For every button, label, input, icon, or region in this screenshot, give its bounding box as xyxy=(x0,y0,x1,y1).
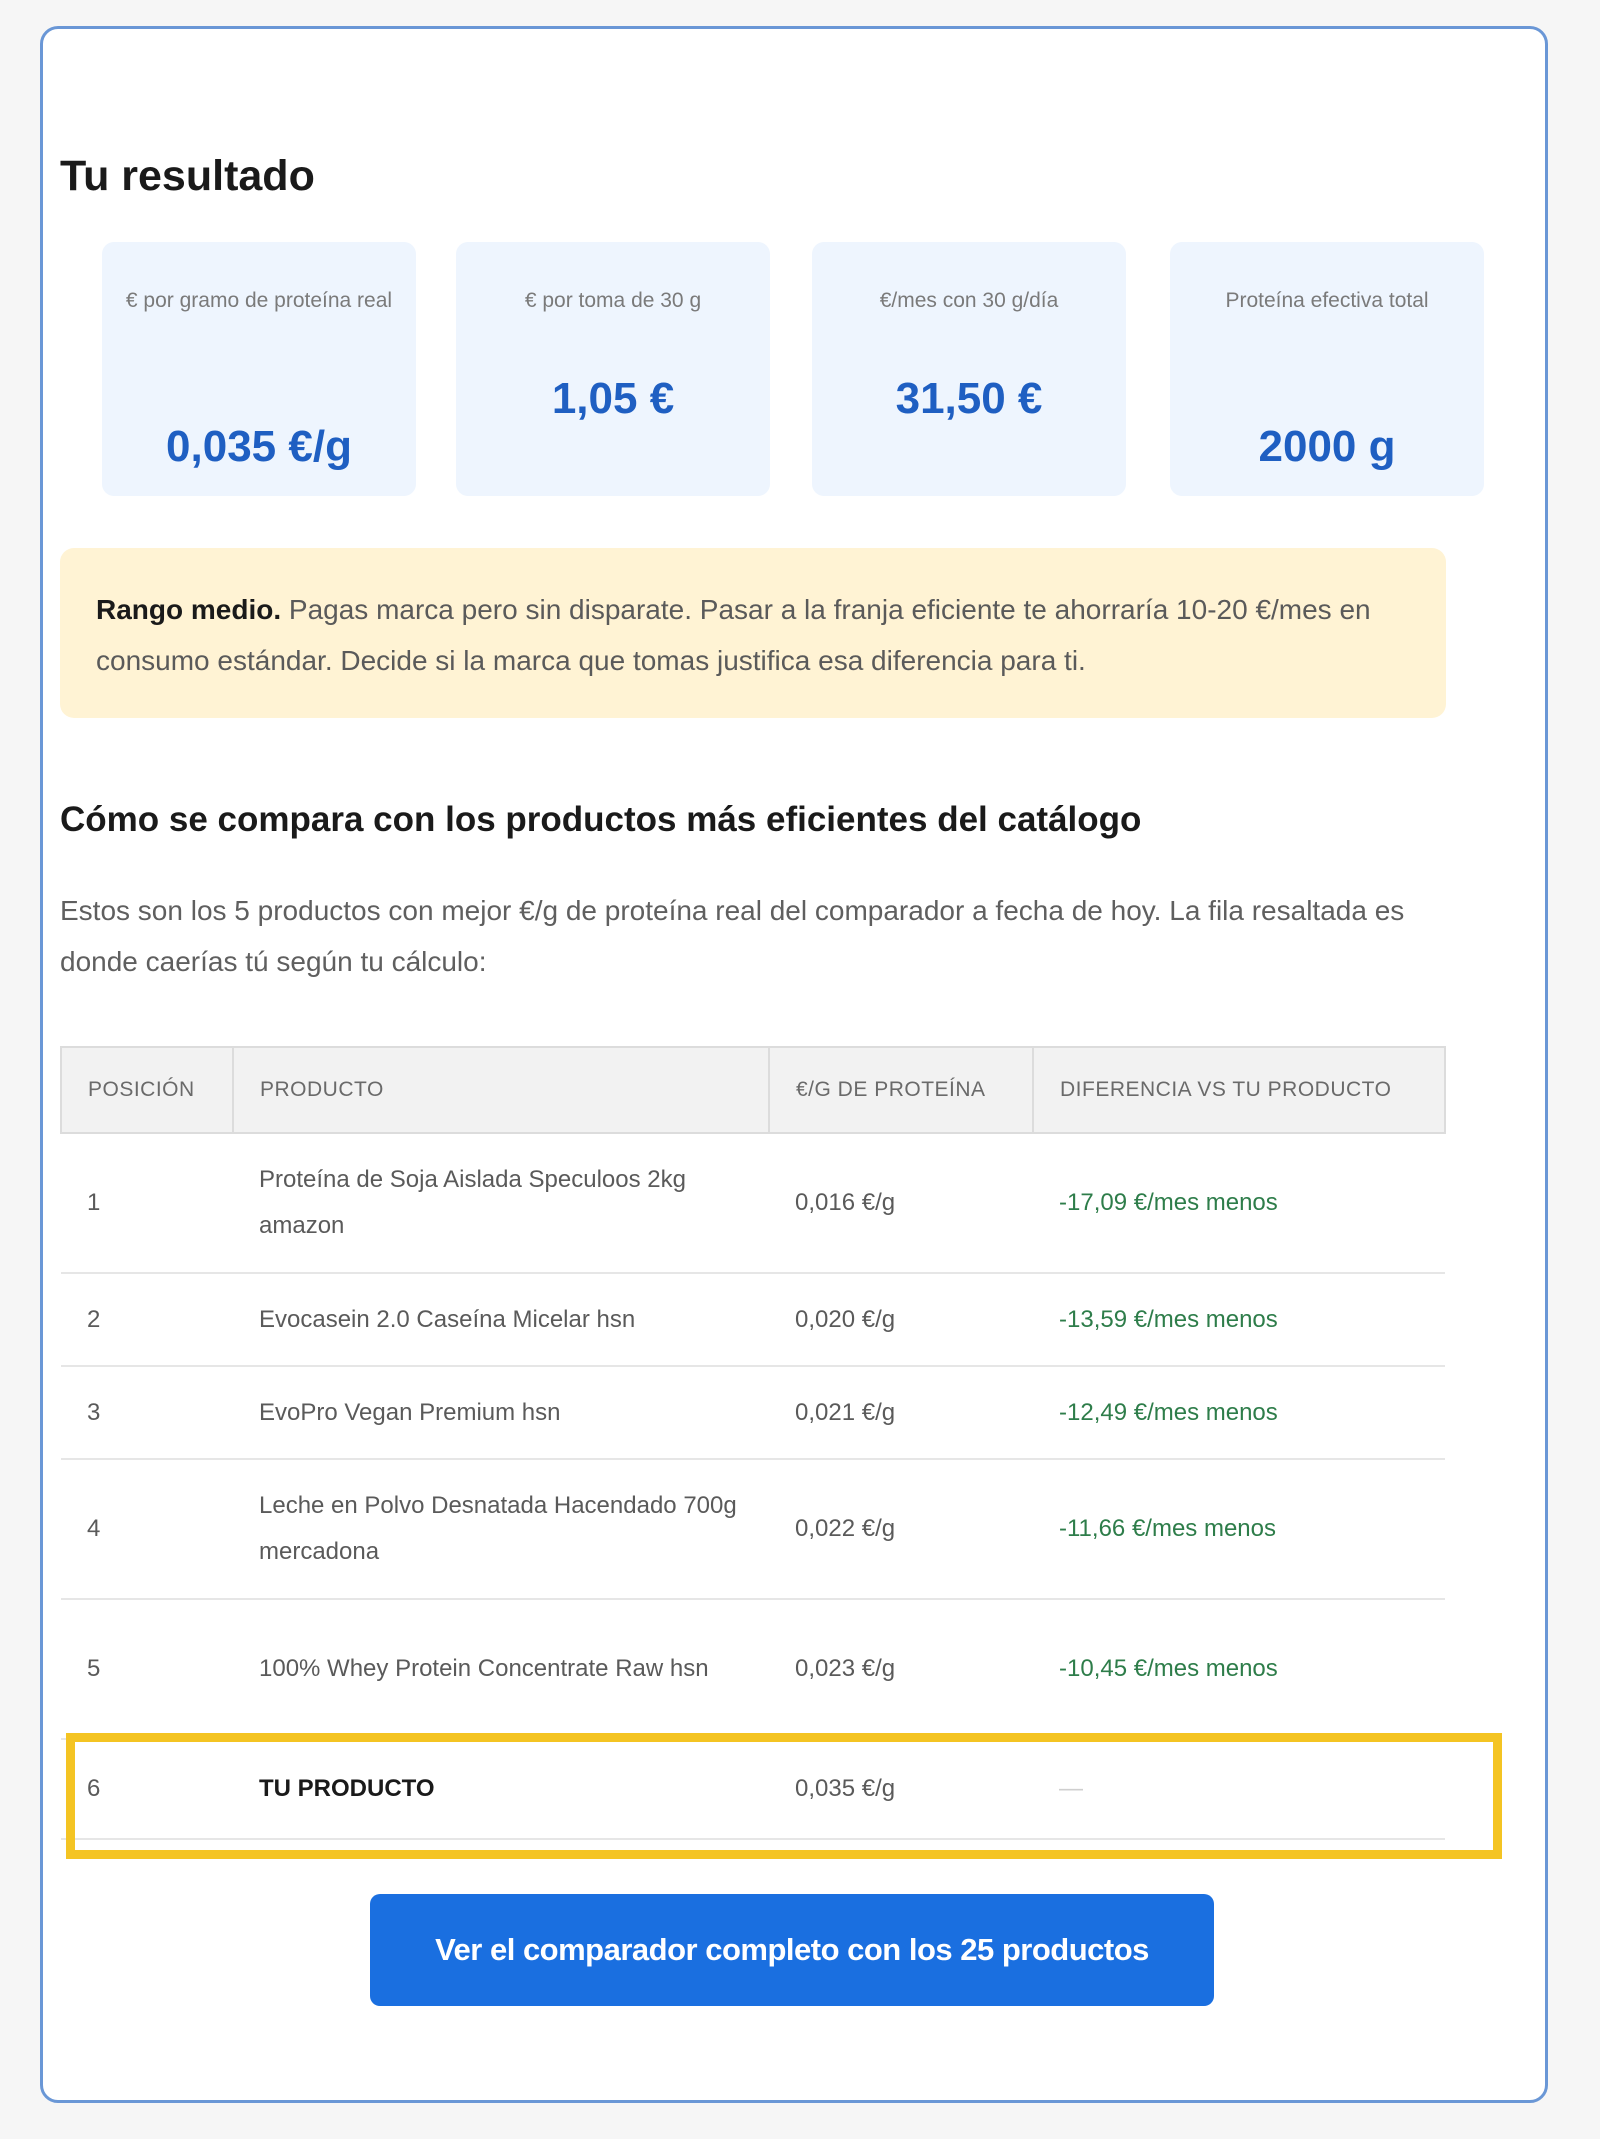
row-difference: — xyxy=(1033,1739,1445,1839)
comparison-table xyxy=(60,1046,1446,1840)
row-price: 0,016 €/g xyxy=(769,1133,1033,1273)
full-comparator-button[interactable]: Ver el comparador completo con los 25 productos xyxy=(370,1894,1214,2006)
comparison-description: Estos son los 5 productos con mejor €/g de proteína real del comparador a fecha de hoy. La fila resaltada es donde caerías tú según tu cálculo: xyxy=(60,895,1405,977)
row-position: 6 xyxy=(61,1739,233,1839)
row-product: TU PRODUCTO xyxy=(233,1739,769,1839)
row-product: Proteína de Soja Aislada Speculoos 2kg amazon xyxy=(233,1133,769,1273)
notice-strong: Rango medio. xyxy=(96,594,282,625)
your-product-highlight xyxy=(66,1733,1502,1859)
range-notice xyxy=(60,548,1446,718)
row-difference: -10,45 €/mes menos xyxy=(1033,1599,1445,1739)
result-title: Tu resultado xyxy=(60,152,315,200)
col-position: POSICIÓN xyxy=(61,1047,233,1133)
row-difference: -12,49 €/mes menos xyxy=(1033,1366,1445,1459)
row-position: 4 xyxy=(61,1459,233,1599)
stat-label: Proteína efectiva total xyxy=(1225,289,1429,312)
row-price: 0,035 €/g xyxy=(769,1739,1033,1839)
table-row xyxy=(61,1459,1445,1599)
col-difference: DIFERENCIA VS TU PRODUCTO xyxy=(1033,1047,1445,1133)
row-position: 5 xyxy=(61,1599,233,1739)
row-product: EvoPro Vegan Premium hsn xyxy=(233,1366,769,1459)
comparison-title: Cómo se compara con los productos más eficientes del catálogo xyxy=(60,800,1142,839)
row-price: 0,022 €/g xyxy=(769,1459,1033,1599)
col-product: PRODUCTO xyxy=(233,1047,769,1133)
stat-label: € por toma de 30 g xyxy=(524,289,702,312)
stat-value: 0,035 €/g xyxy=(166,422,352,471)
row-position: 3 xyxy=(61,1366,233,1459)
row-price: 0,021 €/g xyxy=(769,1366,1033,1459)
stat-value: 2000 g xyxy=(1258,422,1396,471)
stat-value: 31,50 € xyxy=(895,374,1043,423)
stat-effective-protein xyxy=(1170,242,1484,496)
row-price: 0,023 €/g xyxy=(769,1599,1033,1739)
table-row xyxy=(61,1133,1445,1273)
stat-value: 1,05 € xyxy=(551,374,675,423)
row-difference: -13,59 €/mes menos xyxy=(1033,1273,1445,1366)
stat-label: € por gramo de proteína real xyxy=(125,289,393,312)
stat-monthly-cost xyxy=(812,242,1126,496)
stat-label: €/mes con 30 g/día xyxy=(879,289,1059,312)
notice-text: Pagas marca pero sin disparate. Pasar a la franja eficiente te ahorraría 10-20 €/mes en consumo estándar. Decide si la marca que tomas justifica esa diferencia para ti. xyxy=(96,594,1371,676)
col-price: €/G DE PROTEÍNA xyxy=(769,1047,1033,1133)
table-row xyxy=(61,1599,1445,1739)
row-position: 2 xyxy=(61,1273,233,1366)
table-row xyxy=(61,1366,1445,1459)
stat-price-per-gram xyxy=(102,242,416,496)
table-header-row xyxy=(61,1047,1445,1133)
row-product: Evocasein 2.0 Caseína Micelar hsn xyxy=(233,1273,769,1366)
row-product: 100% Whey Protein Concentrate Raw hsn xyxy=(233,1599,769,1739)
row-position: 1 xyxy=(61,1133,233,1273)
row-difference: -11,66 €/mes menos xyxy=(1033,1459,1445,1599)
stat-price-per-serving xyxy=(456,242,770,496)
row-product: Leche en Polvo Desnatada Hacendado 700g mercadona xyxy=(233,1459,769,1599)
row-price: 0,020 €/g xyxy=(769,1273,1033,1366)
row-difference: -17,09 €/mes menos xyxy=(1033,1133,1445,1273)
table-row xyxy=(61,1273,1445,1366)
